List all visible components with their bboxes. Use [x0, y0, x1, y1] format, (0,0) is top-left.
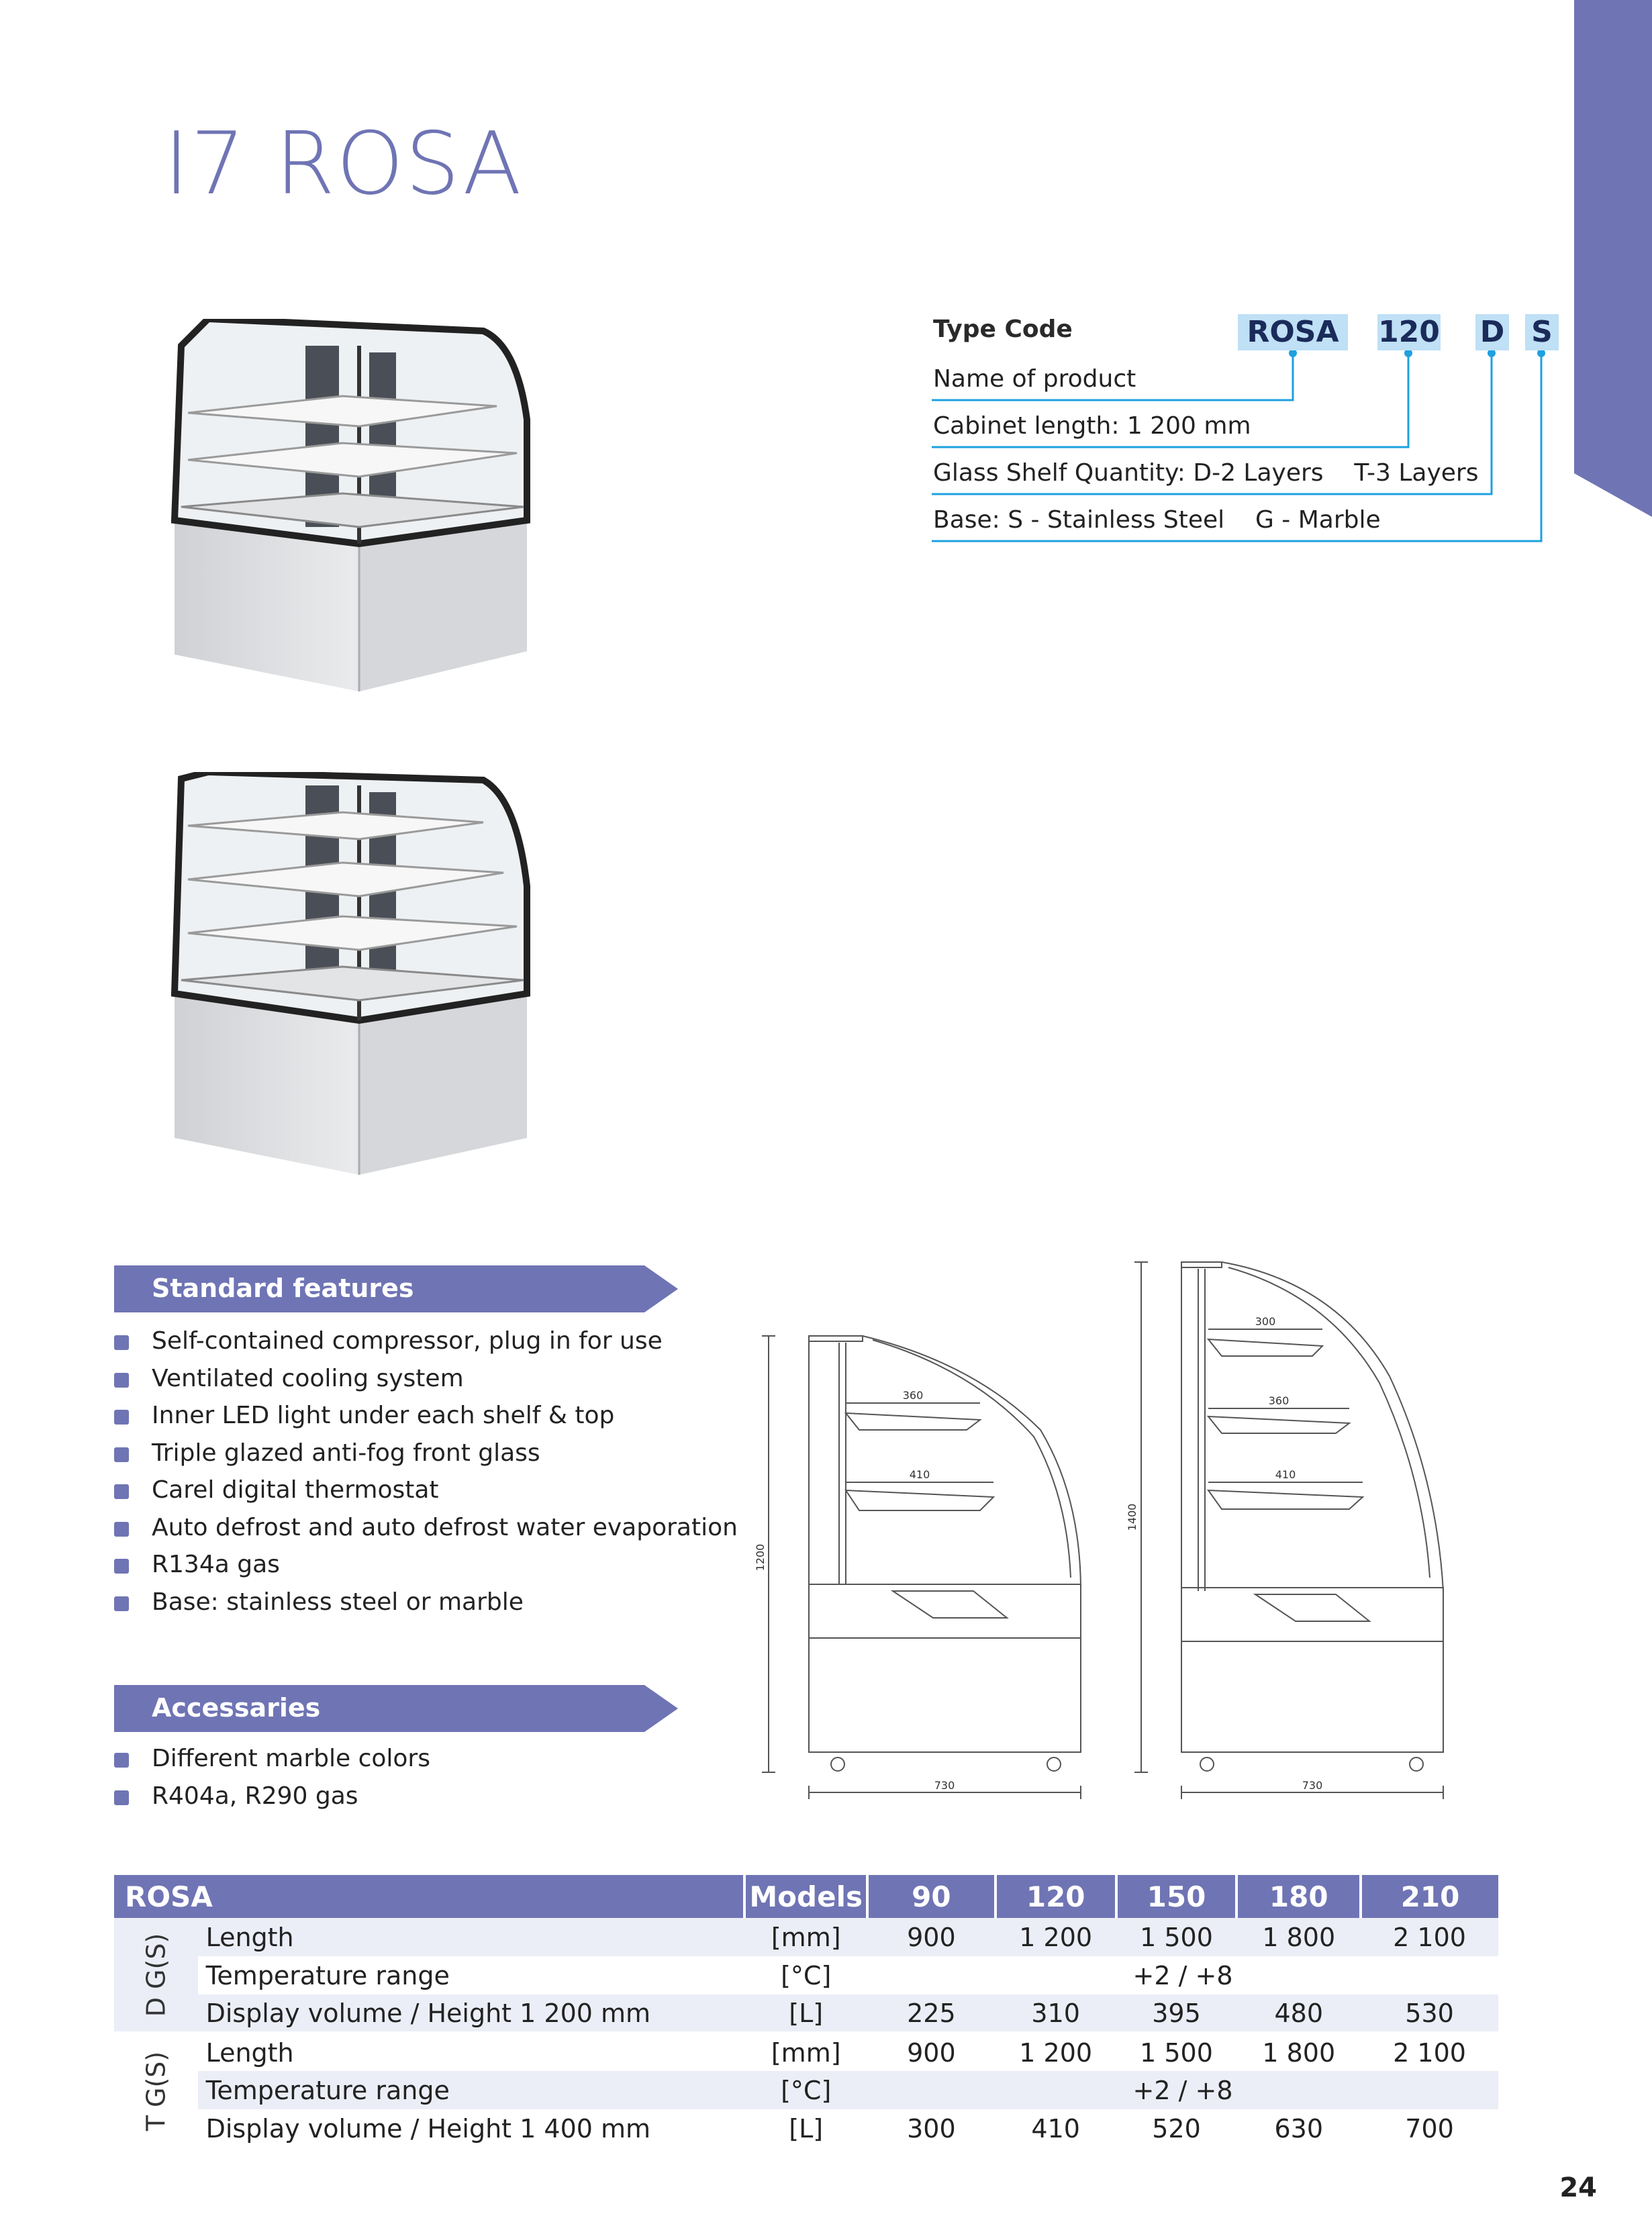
drawing-right-shelf-bottom: 410 [1275, 1468, 1296, 1481]
model-header: 180 [1236, 1875, 1361, 1918]
standard-features-list [114, 1322, 738, 1621]
type-code-shelf-box: D [1475, 314, 1509, 350]
drawing-left-shelf-bottom: 410 [909, 1468, 930, 1481]
value-cell: 1 200 [995, 2033, 1116, 2071]
accessaries-list [114, 1740, 430, 1815]
type-code-label: Type Code [933, 316, 1073, 343]
drawing-left-depth: 730 [934, 1779, 955, 1792]
table-row [114, 2109, 1498, 2148]
type-code-product-box: ROSA [1238, 314, 1348, 350]
value-cell: 900 [867, 2033, 995, 2071]
type-code-line-base: Base: S - Stainless Steel G - Marble [933, 506, 1381, 534]
unit-cell: [mm] [744, 2033, 867, 2071]
type-code-block [932, 310, 1576, 552]
value-cell: 2 100 [1361, 1918, 1498, 1956]
value-cell: 520 [1152, 2113, 1201, 2144]
bullet-icon [114, 1447, 129, 1462]
group-label-t: T G(S) [114, 2033, 198, 2148]
value-cell: 1 500 [1116, 1918, 1237, 1956]
unit-cell: [L] [789, 2113, 824, 2144]
list-item: Base: stainless steel or marble [114, 1584, 738, 1621]
drawing-right-height: 1400 [1126, 1503, 1138, 1531]
list-item: R134a gas [114, 1546, 738, 1584]
value-cell: 1 500 [1116, 2033, 1237, 2071]
table-row [114, 1994, 1498, 2033]
accessaries-header [114, 1685, 678, 1732]
drawing-right-depth: 730 [1302, 1779, 1323, 1792]
value-cell: 410 [1031, 2113, 1080, 2144]
param-cell: Temperature range [198, 2071, 745, 2109]
value-cell: 310 [995, 1994, 1116, 2033]
bullet-icon [114, 1522, 129, 1537]
value-cell: 1 800 [1236, 2033, 1361, 2071]
bullet-icon [114, 1790, 129, 1805]
product-photo-2-layers [168, 319, 530, 691]
drawing-left-shelf-top: 360 [902, 1389, 924, 1402]
param-cell: Display volume / Height 1 400 mm [205, 2113, 651, 2144]
drawing-right-shelf-mid: 360 [1268, 1394, 1290, 1407]
unit-cell: [°C] [744, 2071, 867, 2109]
table-row [114, 2071, 1498, 2109]
group-label-d: D G(S) [114, 1918, 198, 2033]
type-code-line-shelf: Glass Shelf Quantity: D-2 Layers T-3 Layers [933, 459, 1479, 487]
bullet-icon [114, 1410, 129, 1425]
standard-features-header [114, 1265, 678, 1312]
drawing-left-height: 1200 [754, 1543, 767, 1572]
technical-drawing-3-layers [1121, 1255, 1470, 1806]
value-cell: 700 [1405, 2113, 1454, 2144]
table-row [114, 1956, 1498, 1994]
spec-table [114, 1875, 1498, 2148]
bullet-icon [114, 1596, 129, 1611]
value-cell: 2 100 [1361, 2033, 1498, 2071]
table-name: ROSA [114, 1875, 744, 1918]
value-cell: +2 / +8 [867, 2071, 1498, 2109]
table-row [114, 1918, 1498, 1956]
value-cell: 225 [867, 1994, 995, 2033]
product-photo-3-layers [168, 772, 530, 1175]
value-cell: 300 [907, 2113, 956, 2144]
bullet-icon [114, 1373, 129, 1388]
type-code-line-name: Name of product [933, 365, 1136, 393]
bullet-icon [114, 1559, 129, 1574]
list-item: Different marble colors [114, 1740, 430, 1778]
model-header: 90 [867, 1875, 995, 1918]
model-header: 120 [995, 1875, 1116, 1918]
bullet-icon [114, 1753, 129, 1768]
value-cell: 530 [1361, 1994, 1498, 2033]
type-code-length-box: 120 [1378, 315, 1440, 349]
param-cell: Length [198, 2033, 745, 2071]
unit-cell: [°C] [781, 1960, 832, 1990]
model-header: 150 [1116, 1875, 1237, 1918]
bullet-icon [114, 1484, 129, 1499]
value-cell: 900 [867, 1918, 995, 1956]
list-item: Self-contained compressor, plug in for use [114, 1322, 738, 1360]
drawing-right-shelf-top: 300 [1255, 1315, 1276, 1328]
table-row [114, 2033, 1498, 2071]
value-cell: +2 / +8 [1132, 1960, 1233, 1990]
side-tab-decoration [1574, 0, 1652, 517]
list-item: R404a, R290 gas [114, 1778, 430, 1815]
value-cell: 1 800 [1236, 1918, 1361, 1956]
models-header: Models [744, 1875, 867, 1918]
list-item: Carel digital thermostat [114, 1472, 738, 1509]
list-item: Auto defrost and auto defrost water evaporation [114, 1509, 738, 1547]
param-cell: Length [198, 1918, 745, 1956]
list-item: Ventilated cooling system [114, 1360, 738, 1398]
unit-cell: [mm] [744, 1918, 867, 1956]
standard-features-title: Standard features [152, 1273, 414, 1303]
value-cell: 1 200 [995, 1918, 1116, 1956]
accessaries-title: Accessaries [152, 1693, 321, 1723]
type-code-base-box: S [1525, 314, 1559, 350]
page-number: 24 [1559, 2172, 1597, 2203]
page-title: I7 ROSA [164, 114, 523, 214]
technical-drawing-2-layers [752, 1322, 1101, 1806]
value-cell: 630 [1274, 2113, 1324, 2144]
list-item: Inner LED light under each shelf & top [114, 1397, 738, 1435]
bullet-icon [114, 1335, 129, 1350]
list-item: Triple glazed anti-fog front glass [114, 1435, 738, 1472]
value-cell: 480 [1236, 1994, 1361, 2033]
param-cell: Display volume / Height 1 200 mm [198, 1994, 745, 2033]
model-header: 210 [1361, 1875, 1498, 1918]
type-code-line-length: Cabinet length: 1 200 mm [933, 412, 1251, 440]
value-cell: 395 [1116, 1994, 1237, 2033]
param-cell: Temperature range [205, 1960, 450, 1990]
unit-cell: [L] [744, 1994, 867, 2033]
